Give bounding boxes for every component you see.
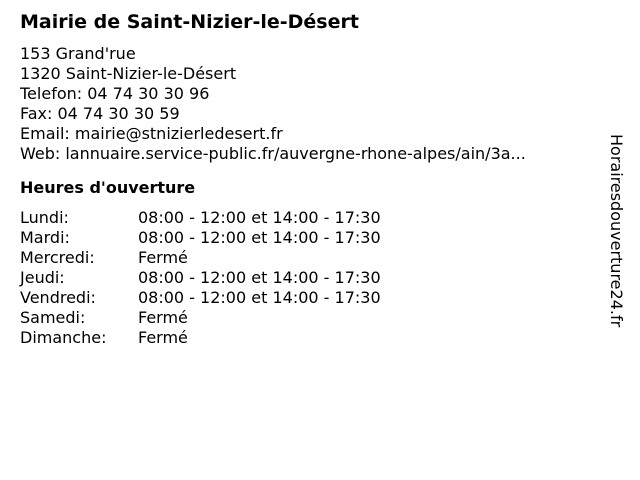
- day-label: Dimanche:: [20, 328, 107, 347]
- opening-hours-table: [20, 208, 381, 348]
- day-hours: Fermé: [138, 328, 188, 347]
- web-line: Web: lannuaire.service-public.fr/auvergne-rhone-alpes/ain/3a...: [20, 144, 526, 163]
- phone-line: Telefon: 04 74 30 30 96: [20, 84, 210, 103]
- hours-row-monday: [20, 208, 381, 228]
- day-hours: 08:00 - 12:00 et 14:00 - 17:30: [138, 268, 381, 287]
- day-label: Vendredi:: [20, 288, 96, 307]
- hours-row-thursday: [20, 268, 381, 288]
- day-label: Lundi:: [20, 208, 69, 227]
- fax-line: Fax: 04 74 30 30 59: [20, 104, 180, 123]
- email-line: Email: mairie@stnizierledesert.fr: [20, 124, 283, 143]
- site-watermark: Horairesdouverture24.fr: [607, 134, 626, 328]
- day-label: Samedi:: [20, 308, 86, 327]
- office-info-card: [20, 9, 610, 348]
- address-street: 153 Grand'rue: [20, 44, 136, 63]
- hours-row-friday: [20, 288, 381, 308]
- day-hours: Fermé: [138, 248, 188, 267]
- address-city: 1320 Saint-Nizier-le-Désert: [20, 64, 237, 83]
- day-label: Mardi:: [20, 228, 70, 247]
- office-title: Mairie de Saint-Nizier-le-Désert: [20, 11, 359, 33]
- day-hours: 08:00 - 12:00 et 14:00 - 17:30: [138, 288, 381, 307]
- day-hours: 08:00 - 12:00 et 14:00 - 17:30: [138, 228, 381, 247]
- opening-hours-heading: Heures d'ouverture: [20, 178, 196, 197]
- hours-row-tuesday: [20, 228, 381, 248]
- day-hours: Fermé: [138, 308, 188, 327]
- hours-row-sunday: [20, 328, 381, 348]
- day-hours: 08:00 - 12:00 et 14:00 - 17:30: [138, 208, 381, 227]
- hours-row-wednesday: [20, 248, 381, 268]
- hours-row-saturday: [20, 308, 381, 328]
- day-label: Jeudi:: [20, 268, 65, 287]
- day-label: Mercredi:: [20, 248, 95, 267]
